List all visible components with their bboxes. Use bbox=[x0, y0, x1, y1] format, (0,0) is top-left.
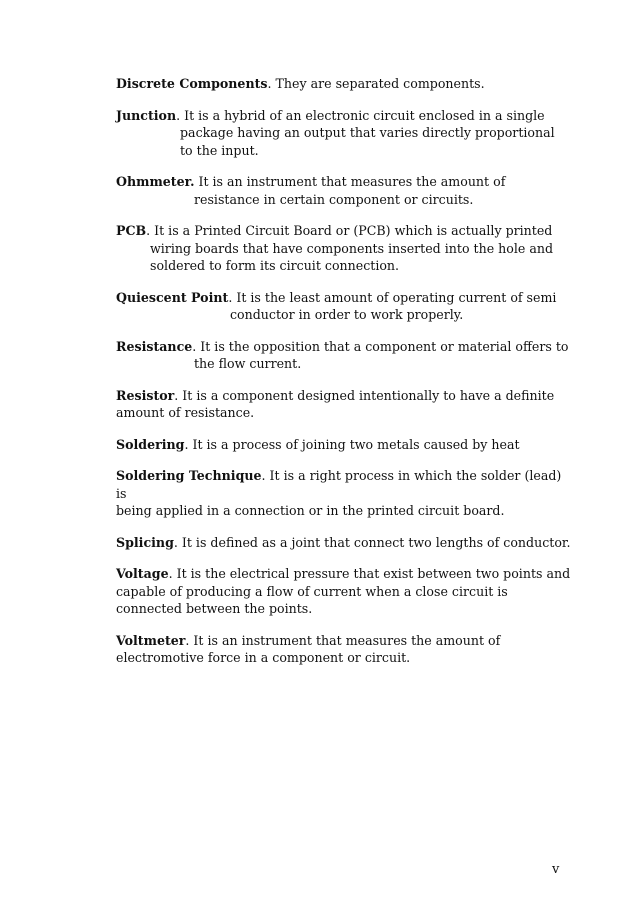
glossary-term: PCB bbox=[116, 223, 147, 238]
glossary-entry-voltage bbox=[116, 565, 571, 618]
glossary-term: Splicing bbox=[116, 534, 174, 550]
definition-continuation: the flow current. bbox=[194, 356, 302, 371]
glossary-term: Discrete Components bbox=[116, 76, 268, 91]
glossary-definition: . It is an instrument that measures the amount of bbox=[185, 632, 501, 648]
glossary-entry-discrete-components bbox=[116, 75, 571, 93]
glossary-definition: . It is the opposition that a component or material offers to bbox=[192, 338, 569, 354]
glossary-definition: . It is the electrical pressure that exist between two points and bbox=[168, 566, 571, 581]
glossary-definition: . It is defined as a joint that connect two lengths of conductor. bbox=[173, 534, 571, 550]
glossary-definition: . It is a Printed Circuit Board or (PCB) which is actually printed bbox=[146, 223, 553, 238]
glossary-term: Soldering Technique bbox=[116, 468, 262, 483]
glossary-entry-quiescent-point bbox=[116, 289, 571, 324]
glossary-entry-junction bbox=[116, 107, 571, 160]
glossary-entry-splicing bbox=[116, 534, 571, 552]
glossary-list bbox=[116, 75, 571, 681]
glossary-entry-voltmeter bbox=[116, 632, 571, 667]
glossary-term: Ohmmeter. bbox=[116, 174, 195, 189]
definition-continuation: being applied in a connection or in the printed circuit board. bbox=[116, 503, 505, 518]
glossary-definition: It is an instrument that measures the amount of bbox=[194, 174, 506, 189]
glossary-definition: . It is a right process in which the solder (lead) is bbox=[116, 468, 562, 501]
definition-continuation: capable of producing a flow of current when a close circuit is bbox=[116, 583, 508, 599]
glossary-term: Quiescent Point bbox=[116, 289, 229, 305]
definition-continuation: connected between the points. bbox=[116, 601, 313, 616]
definition-continuation: electromotive force in a component or circuit. bbox=[116, 650, 411, 665]
definition-continuation: wiring boards that have components inserted into the hole and bbox=[150, 240, 554, 256]
glossary-definition: . It is a component designed intentionally to have a definite bbox=[174, 387, 555, 403]
glossary-entry-soldering-technique bbox=[116, 467, 571, 520]
glossary-definition: . It is a hybrid of an electronic circuit enclosed in a single bbox=[176, 107, 545, 123]
glossary-entry-ohmmeter bbox=[116, 173, 571, 208]
definition-continuation: to the input. bbox=[180, 142, 259, 158]
definition-continuation: amount of resistance. bbox=[116, 405, 255, 420]
glossary-term: Voltmeter bbox=[116, 632, 186, 648]
glossary-term: Resistor bbox=[116, 387, 175, 403]
glossary-definition: . It is the least amount of operating current of semi bbox=[228, 289, 557, 305]
glossary-term: Resistance bbox=[116, 338, 193, 354]
glossary-entry-soldering bbox=[116, 436, 571, 454]
definition-continuation: conductor in order to work properly. bbox=[230, 307, 464, 322]
glossary-entry-resistance bbox=[116, 338, 571, 373]
glossary-definition: . It is a process of joining two metals caused by heat bbox=[184, 436, 520, 452]
page-number: v bbox=[552, 862, 560, 877]
glossary-entry-pcb bbox=[116, 222, 571, 275]
glossary-term: Soldering bbox=[116, 436, 185, 452]
definition-continuation: soldered to form its circuit connection. bbox=[150, 258, 400, 273]
definition-continuation: package having an output that varies directly proportional bbox=[180, 125, 555, 140]
glossary-entry-resistor bbox=[116, 387, 571, 422]
glossary-term: Voltage bbox=[116, 566, 169, 581]
glossary-term: Junction bbox=[116, 107, 177, 123]
definition-continuation: resistance in certain component or circuits. bbox=[194, 191, 474, 207]
glossary-definition: . They are separated components. bbox=[267, 76, 485, 91]
